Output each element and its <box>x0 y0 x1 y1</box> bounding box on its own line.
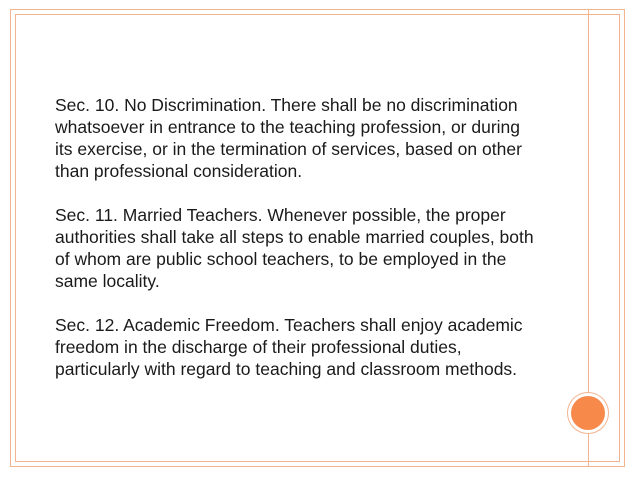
section-10-paragraph: Sec. 10. No Discrimination. There shall be no discrimination whatsoever in entrance to the teaching profession, or during its exercise, or in the termination of services, based on other than professional consideration. <box>55 95 522 181</box>
slide-body <box>55 94 595 380</box>
section-12-paragraph: Sec. 12. Academic Freedom. Teachers shall enjoy academic freedom in the discharge of their professional duties, particularly with regard to teaching and classroom methods. <box>55 315 523 379</box>
decorative-circle-icon <box>571 396 605 430</box>
section-11-paragraph: Sec. 11. Married Teachers. Whenever possible, the proper authorities shall take all steps to enable married couples, both of whom are public school teachers, to be employed in the same locality. <box>55 205 534 291</box>
